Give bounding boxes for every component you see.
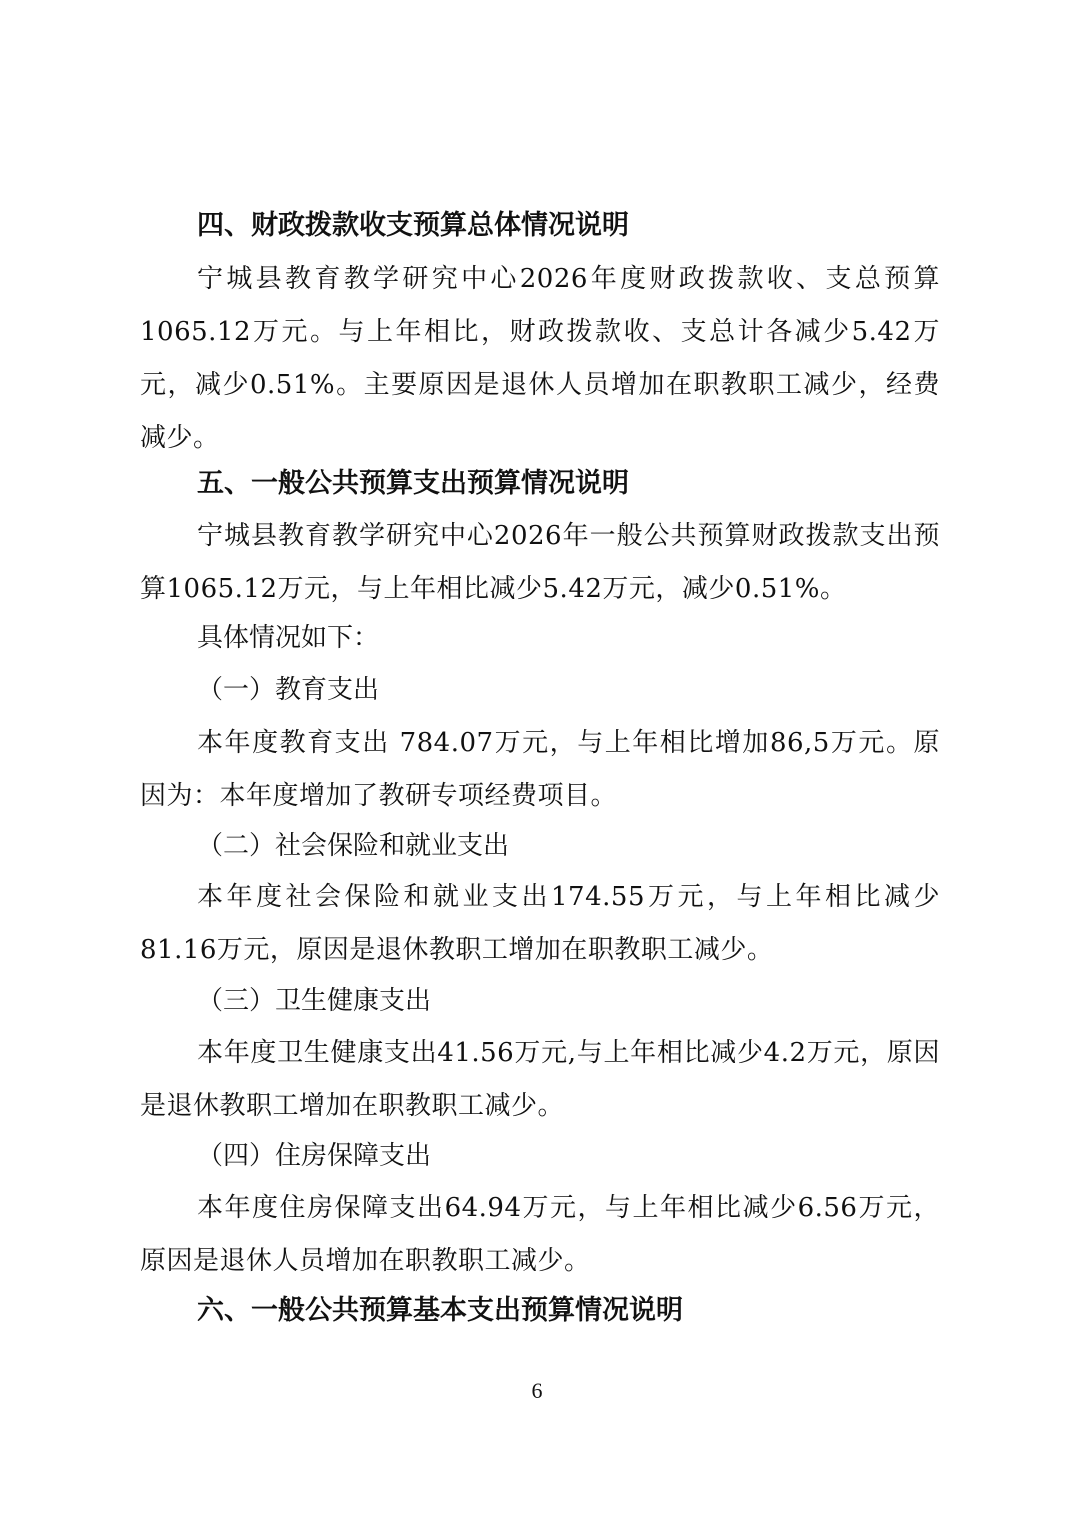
section-heading-4: 四、财政拨款收支预算总体情况说明 [197, 210, 629, 241]
subsection-4-paragraph: 本年度住房保障支出64.94万元，与上年相比减少6.56万元，原因是退休人员增加在职教职工减少。 [140, 1193, 940, 1276]
section-5-intro: 具体情况如下： [197, 623, 380, 653]
section-heading-6: 六、一般公共预算基本支出预算情况说明 [197, 1295, 683, 1326]
section-4-paragraph: 宁城县教育教学研究中心2026年度财政拨款收、支总预算1065.12万元。与上年相比，财政拨款收、支总计各减少5.42万元，减少0.51%。主要原因是退休人员增加在职教职工减少，经费减少。 [140, 264, 940, 453]
subsection-heading-3: （三）卫生健康支出 [197, 986, 432, 1016]
subsection-3-paragraph: 本年度卫生健康支出41.56万元,与上年相比减少4.2万元，原因是退休教职工增加在职教职工减少。 [140, 1038, 940, 1121]
subsection-2-paragraph: 本年度社会保险和就业支出174.55万元，与上年相比减少81.16万元，原因是退休教职工增加在职教职工减少。 [140, 882, 940, 965]
subsection-1-paragraph: 本年度教育支出 784.07万元，与上年相比增加86,5万元。原因为：本年度增加了教研专项经费项目。 [140, 728, 940, 811]
subsection-heading-4: （四）住房保障支出 [197, 1141, 432, 1171]
section-5-paragraph: 宁城县教育教学研究中心2026年一般公共预算财政拨款支出预算1065.12万元，与上年相比减少5.42万元，减少0.51%。 [140, 521, 940, 604]
subsection-heading-2: （二）社会保险和就业支出 [197, 831, 510, 861]
section-heading-5: 五、一般公共预算支出预算情况说明 [197, 468, 629, 499]
page-number: 6 [531, 1378, 543, 1403]
subsection-heading-1: （一）教育支出 [197, 675, 380, 705]
